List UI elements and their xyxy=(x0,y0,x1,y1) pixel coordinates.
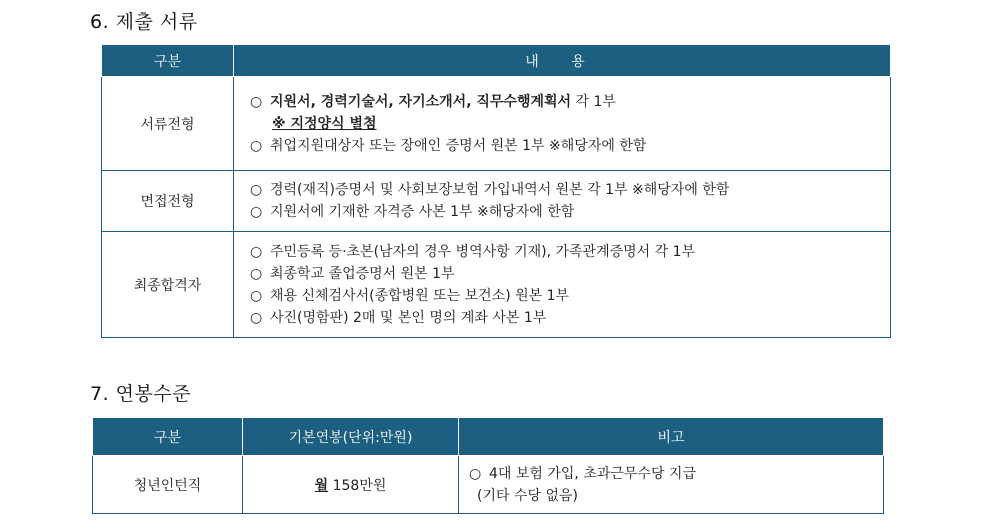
list-item xyxy=(250,135,890,157)
row-label-youth-intern: 청년인턴직 xyxy=(93,456,243,514)
circle-bullet-icon: ○ xyxy=(469,465,482,482)
required-docs-count: 각 1부 xyxy=(571,93,616,110)
attachment-note: ※ 지정양식 별첨 xyxy=(272,115,377,132)
list-item xyxy=(250,113,890,135)
required-docs-bold: 지원서, 경력기술서, 자기소개서, 직무수행계획서 xyxy=(270,93,572,110)
list-item-text: 지원서에 기재한 자격증 사본 1부 ※해당자에 한함 xyxy=(270,204,575,220)
table-row xyxy=(102,171,891,232)
row-label-document-screening: 서류전형 xyxy=(102,77,234,171)
header-base-salary: 기본연봉(단위:만원) xyxy=(243,418,459,456)
list-item xyxy=(469,463,883,485)
list-item xyxy=(250,285,890,307)
header-remarks: 비고 xyxy=(459,418,884,456)
remarks-cell xyxy=(459,456,884,514)
list-item xyxy=(250,241,890,263)
row-content xyxy=(234,77,891,171)
list-item-text: 주민등록 등·초본(남자의 경우 병역사항 기재), 가족관계증명서 각 1부 xyxy=(270,243,696,260)
list-item-text: (기타 수당 없음) xyxy=(477,487,578,504)
circle-bullet-icon: ○ xyxy=(250,93,263,110)
circle-bullet-icon: ○ xyxy=(250,265,263,282)
documents-table xyxy=(101,44,891,338)
documents-table-header xyxy=(102,45,891,77)
list-item xyxy=(250,179,890,201)
circle-bullet-icon: ○ xyxy=(250,243,263,260)
row-content xyxy=(234,171,891,232)
salary-value-cell xyxy=(243,456,459,514)
circle-bullet-icon: ○ xyxy=(250,137,263,154)
list-item-text: 사진(명함판) 2매 및 본인 명의 계좌 사본 1부 xyxy=(270,309,547,326)
header-content xyxy=(234,45,891,77)
header-content-label: 내 용 xyxy=(525,53,599,70)
list-item xyxy=(250,91,890,113)
section-6-title: 6. 제출 서류 xyxy=(90,11,198,33)
list-item xyxy=(250,307,890,329)
list-item xyxy=(250,201,890,223)
salary-amount: 158만원 xyxy=(328,477,387,494)
header-category: 구분 xyxy=(102,45,234,77)
salary-table-header xyxy=(93,418,884,456)
salary-monthly-prefix: 월 xyxy=(314,477,329,494)
list-item xyxy=(469,485,883,507)
row-content xyxy=(234,232,891,338)
list-item-text: 4대 보험 가입, 초과근무수당 지급 xyxy=(489,465,696,482)
list-item-text: 채용 신체검사서(종합병원 또는 보건소) 원본 1부 xyxy=(270,287,570,304)
list-item-text: 최종학교 졸업증명서 원본 1부 xyxy=(270,265,455,282)
list-item xyxy=(250,263,890,285)
section-7-title: 7. 연봉수준 xyxy=(90,383,192,405)
table-row xyxy=(102,77,891,171)
row-label-interview: 면접전형 xyxy=(102,171,234,232)
table-row xyxy=(102,232,891,338)
circle-bullet-icon: ○ xyxy=(250,182,263,198)
circle-bullet-icon: ○ xyxy=(250,287,263,304)
salary-table xyxy=(92,417,884,514)
circle-bullet-icon: ○ xyxy=(250,309,263,326)
header-category: 구분 xyxy=(93,418,243,456)
list-item-text: 취업지원대상자 또는 장애인 증명서 원본 1부 ※해당자에 한함 xyxy=(270,137,647,154)
table-row xyxy=(93,456,884,514)
list-item-text: 경력(재직)증명서 및 사회보장보험 가입내역서 원본 각 1부 ※해당자에 한함 xyxy=(270,182,730,198)
circle-bullet-icon: ○ xyxy=(250,204,263,220)
row-label-final-candidate: 최종합격자 xyxy=(102,232,234,338)
